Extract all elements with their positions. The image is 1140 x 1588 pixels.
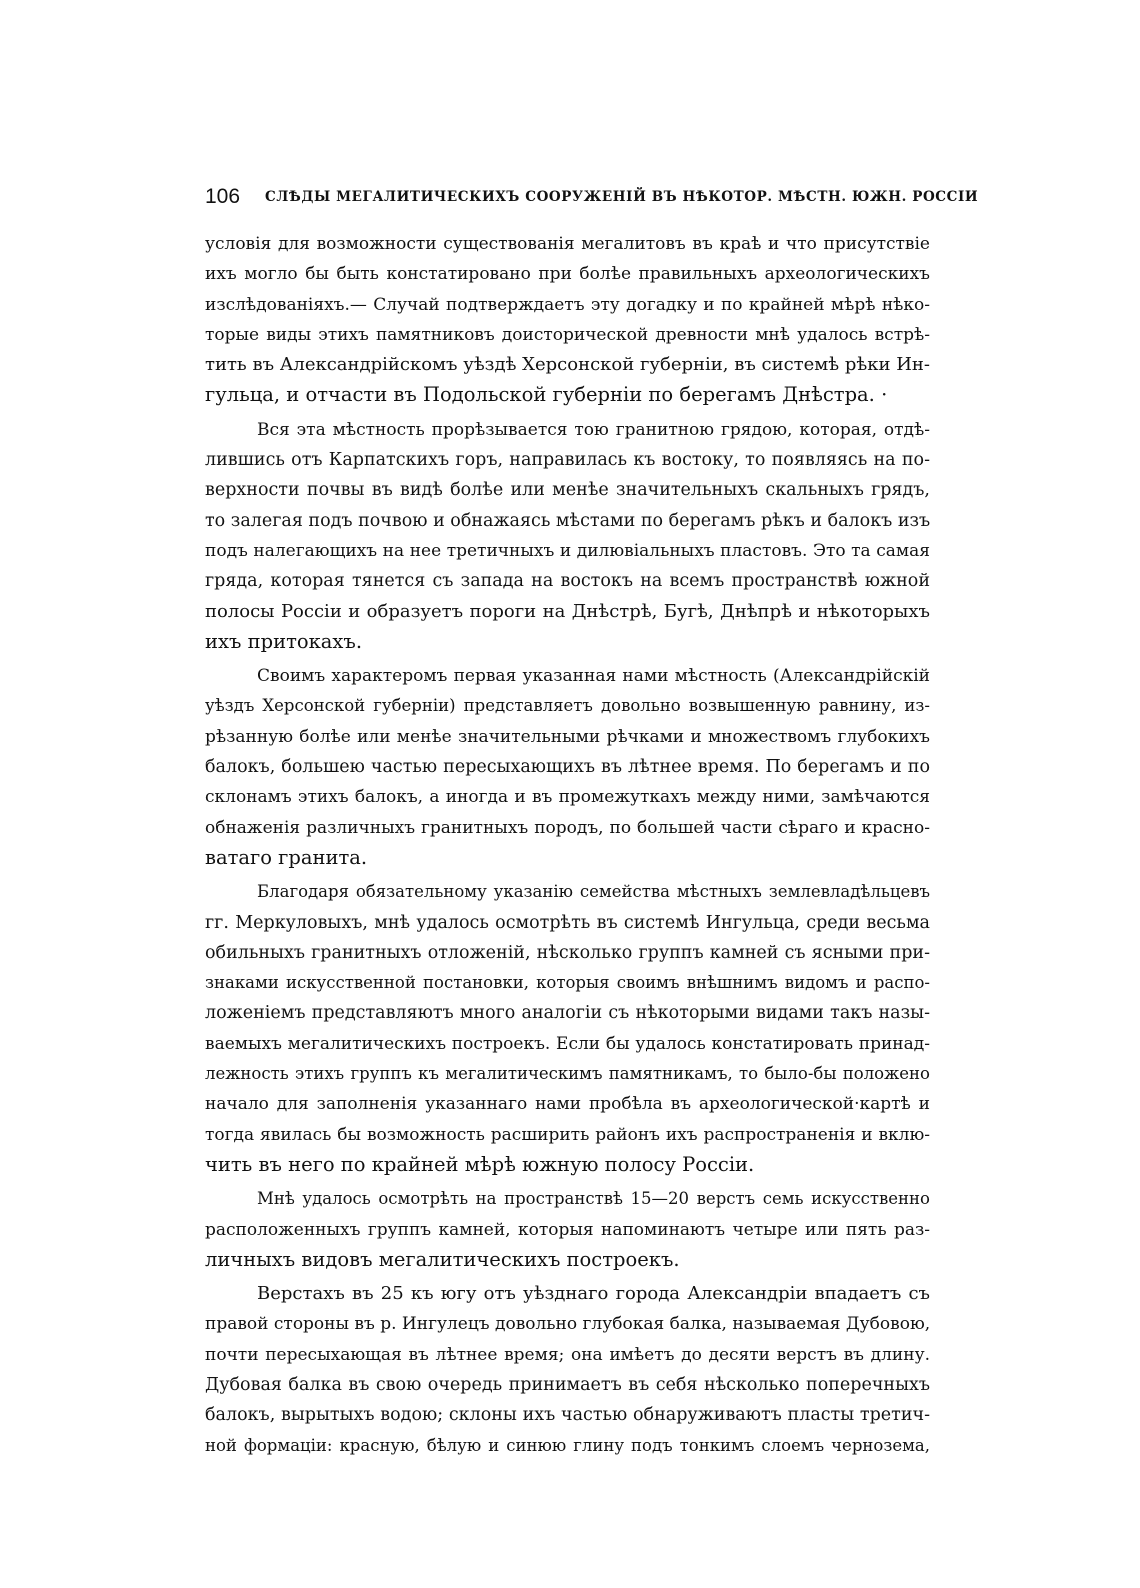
- page-header: [205, 182, 979, 212]
- paragraph: [205, 229, 930, 411]
- text-line: балокъ, большею частью пересыхающихъ въ лѣтнее время. По берегамъ и по: [205, 757, 930, 778]
- text-line: уѣздъ Херсонской губерніи) представляетъ довольно возвышенную равнину, из-: [205, 696, 930, 716]
- text-line: изслѣдованіяхъ.— Случай подтверждаетъ эту догадку и по крайней мѣрѣ нѣко-: [205, 294, 930, 315]
- text-line: личныхъ видовъ мегалитическихъ построекъ.: [205, 1247, 680, 1271]
- text-line: правой стороны въ р. Ингулецъ довольно глубокая балка, называемая Дубовою,: [205, 1314, 930, 1335]
- text-line: ватаго гранита.: [205, 845, 368, 869]
- text-line: тогда явилась бы возможность расширить районъ ихъ распространенія и вклю-: [205, 1124, 930, 1145]
- text-line: ихъ притокахъ.: [205, 629, 363, 653]
- text-line: верхности почвы въ видѣ болѣе или менѣе значительныхъ скальныхъ грядъ,: [205, 480, 930, 501]
- text-line: рѣзанную болѣе или менѣе значительными рѣчками и множествомъ глубокихъ: [205, 726, 930, 747]
- text-line: начало для заполненія указаннаго нами пробѣла въ археологической·картѣ и: [205, 1094, 930, 1115]
- text-line: ваемыхъ мегалитическихъ построекъ. Если бы удалось констатировать принад-: [205, 1033, 930, 1054]
- text-line: торые виды этихъ памятниковъ доисторической древности мнѣ удалось встрѣ-: [205, 324, 930, 345]
- text-line: знаками искусственной постановки, которыя своимъ внѣшнимъ видомъ и распо-: [205, 973, 930, 993]
- text-line: ной формаціи: красную, бѣлую и синюю глину подъ тонкимъ слоемъ чернозема,: [205, 1435, 930, 1455]
- paragraph: [205, 415, 930, 657]
- text-line: ложеніемъ представляютъ много аналогіи съ нѣкоторыми видами такъ назы-: [205, 1003, 930, 1024]
- text-line: тить въ Александрійскомъ уѣздѣ Херсонской губерніи, въ системѣ рѣки Ин-: [205, 354, 930, 376]
- paragraph: [205, 661, 930, 873]
- text-line: склонамъ этихъ балокъ, а иногда и въ промежуткахъ между ними, замѣчаются: [205, 787, 930, 808]
- text-line: гряда, которая тянется съ запада на востокъ на всемъ пространствѣ южной: [205, 571, 930, 592]
- paragraph: [205, 1184, 930, 1275]
- text-line: почти пересыхающая въ лѣтнее время; она имѣетъ до десяти верстъ въ длину.: [205, 1344, 930, 1365]
- text-line: чить въ него по крайней мѣрѣ южную полосу Россіи.: [205, 1152, 755, 1176]
- text-line: расположенныхъ группъ камней, которыя напоминаютъ четыре или пять раз-: [205, 1219, 930, 1240]
- text-line: Дубовая балка въ свою очередь принимаетъ въ себя нѣсколько поперечныхъ: [205, 1374, 930, 1395]
- text-line: ихъ могло бы быть констатировано при болѣе правильныхъ археологическихъ: [205, 264, 930, 285]
- text-line: обнаженія различныхъ гранитныхъ породъ, по большей части сѣраго и красно-: [205, 817, 930, 838]
- text-line: Своимъ характеромъ первая указанная нами мѣстность (Александрійскій: [257, 666, 930, 687]
- text-line: Верстахъ въ 25 къ югу отъ уѣзднаго города Александріи впадаетъ съ: [257, 1283, 930, 1305]
- text-line: гульца, и отчасти въ Подольской губерніи по берегамъ Днѣстра. ·: [205, 383, 888, 407]
- text-line: Благодаря обязательному указанію семейства мѣстныхъ землевладѣльцевъ: [257, 882, 930, 902]
- page-number: 106: [205, 185, 241, 208]
- text-line: полосы Россіи и образуетъ пороги на Днѣстрѣ, Бугѣ, Днѣпрѣ и нѣкоторыхъ: [205, 600, 930, 622]
- text-line: обильныхъ гранитныхъ отложеній, нѣсколько группъ камней съ ясными при-: [205, 942, 930, 963]
- text-line: лежность этихъ группъ къ мегалитическимъ памятникамъ, то было-бы положено: [205, 1064, 930, 1084]
- text-line: подъ налегающихъ на нее третичныхъ и дилювіальныхъ пластовъ. Это та самая: [205, 540, 930, 561]
- paragraph: [205, 1279, 930, 1461]
- text-line: условія для возможности существованія мегалитовъ въ краѣ и что присутствіе: [205, 234, 930, 254]
- text-line: то залегая подъ почвою и обнажаясь мѣстами по берегамъ рѣкъ и балокъ изъ: [205, 510, 930, 531]
- text-line: балокъ, вырытыхъ водою; склоны ихъ частью обнаруживаютъ пласты третич-: [205, 1405, 930, 1426]
- text-line: Вся эта мѣстность прорѣзывается тою гранитною грядою, которая, отдѣ-: [257, 419, 930, 440]
- running-head: СЛѢДЫ МЕГАЛИТИЧЕСКИХЪ СООРУЖЕНІЙ ВЪ НѢКОТОР. МѢСТН. ЮЖН. РОССІИ: [265, 189, 979, 205]
- text-line: лившись отъ Карпатскихъ горъ, направилась къ востоку, то появляясь на по-: [205, 450, 930, 471]
- body-text: [205, 229, 930, 1461]
- paragraph: [205, 877, 930, 1180]
- text-line: Мнѣ удалось осмотрѣть на пространствѣ 15—20 верстъ семь искусственно: [257, 1189, 930, 1209]
- text-line: гг. Меркуловыхъ, мнѣ удалось осмотрѣть въ системѣ Ингульца, среди весьма: [205, 912, 930, 933]
